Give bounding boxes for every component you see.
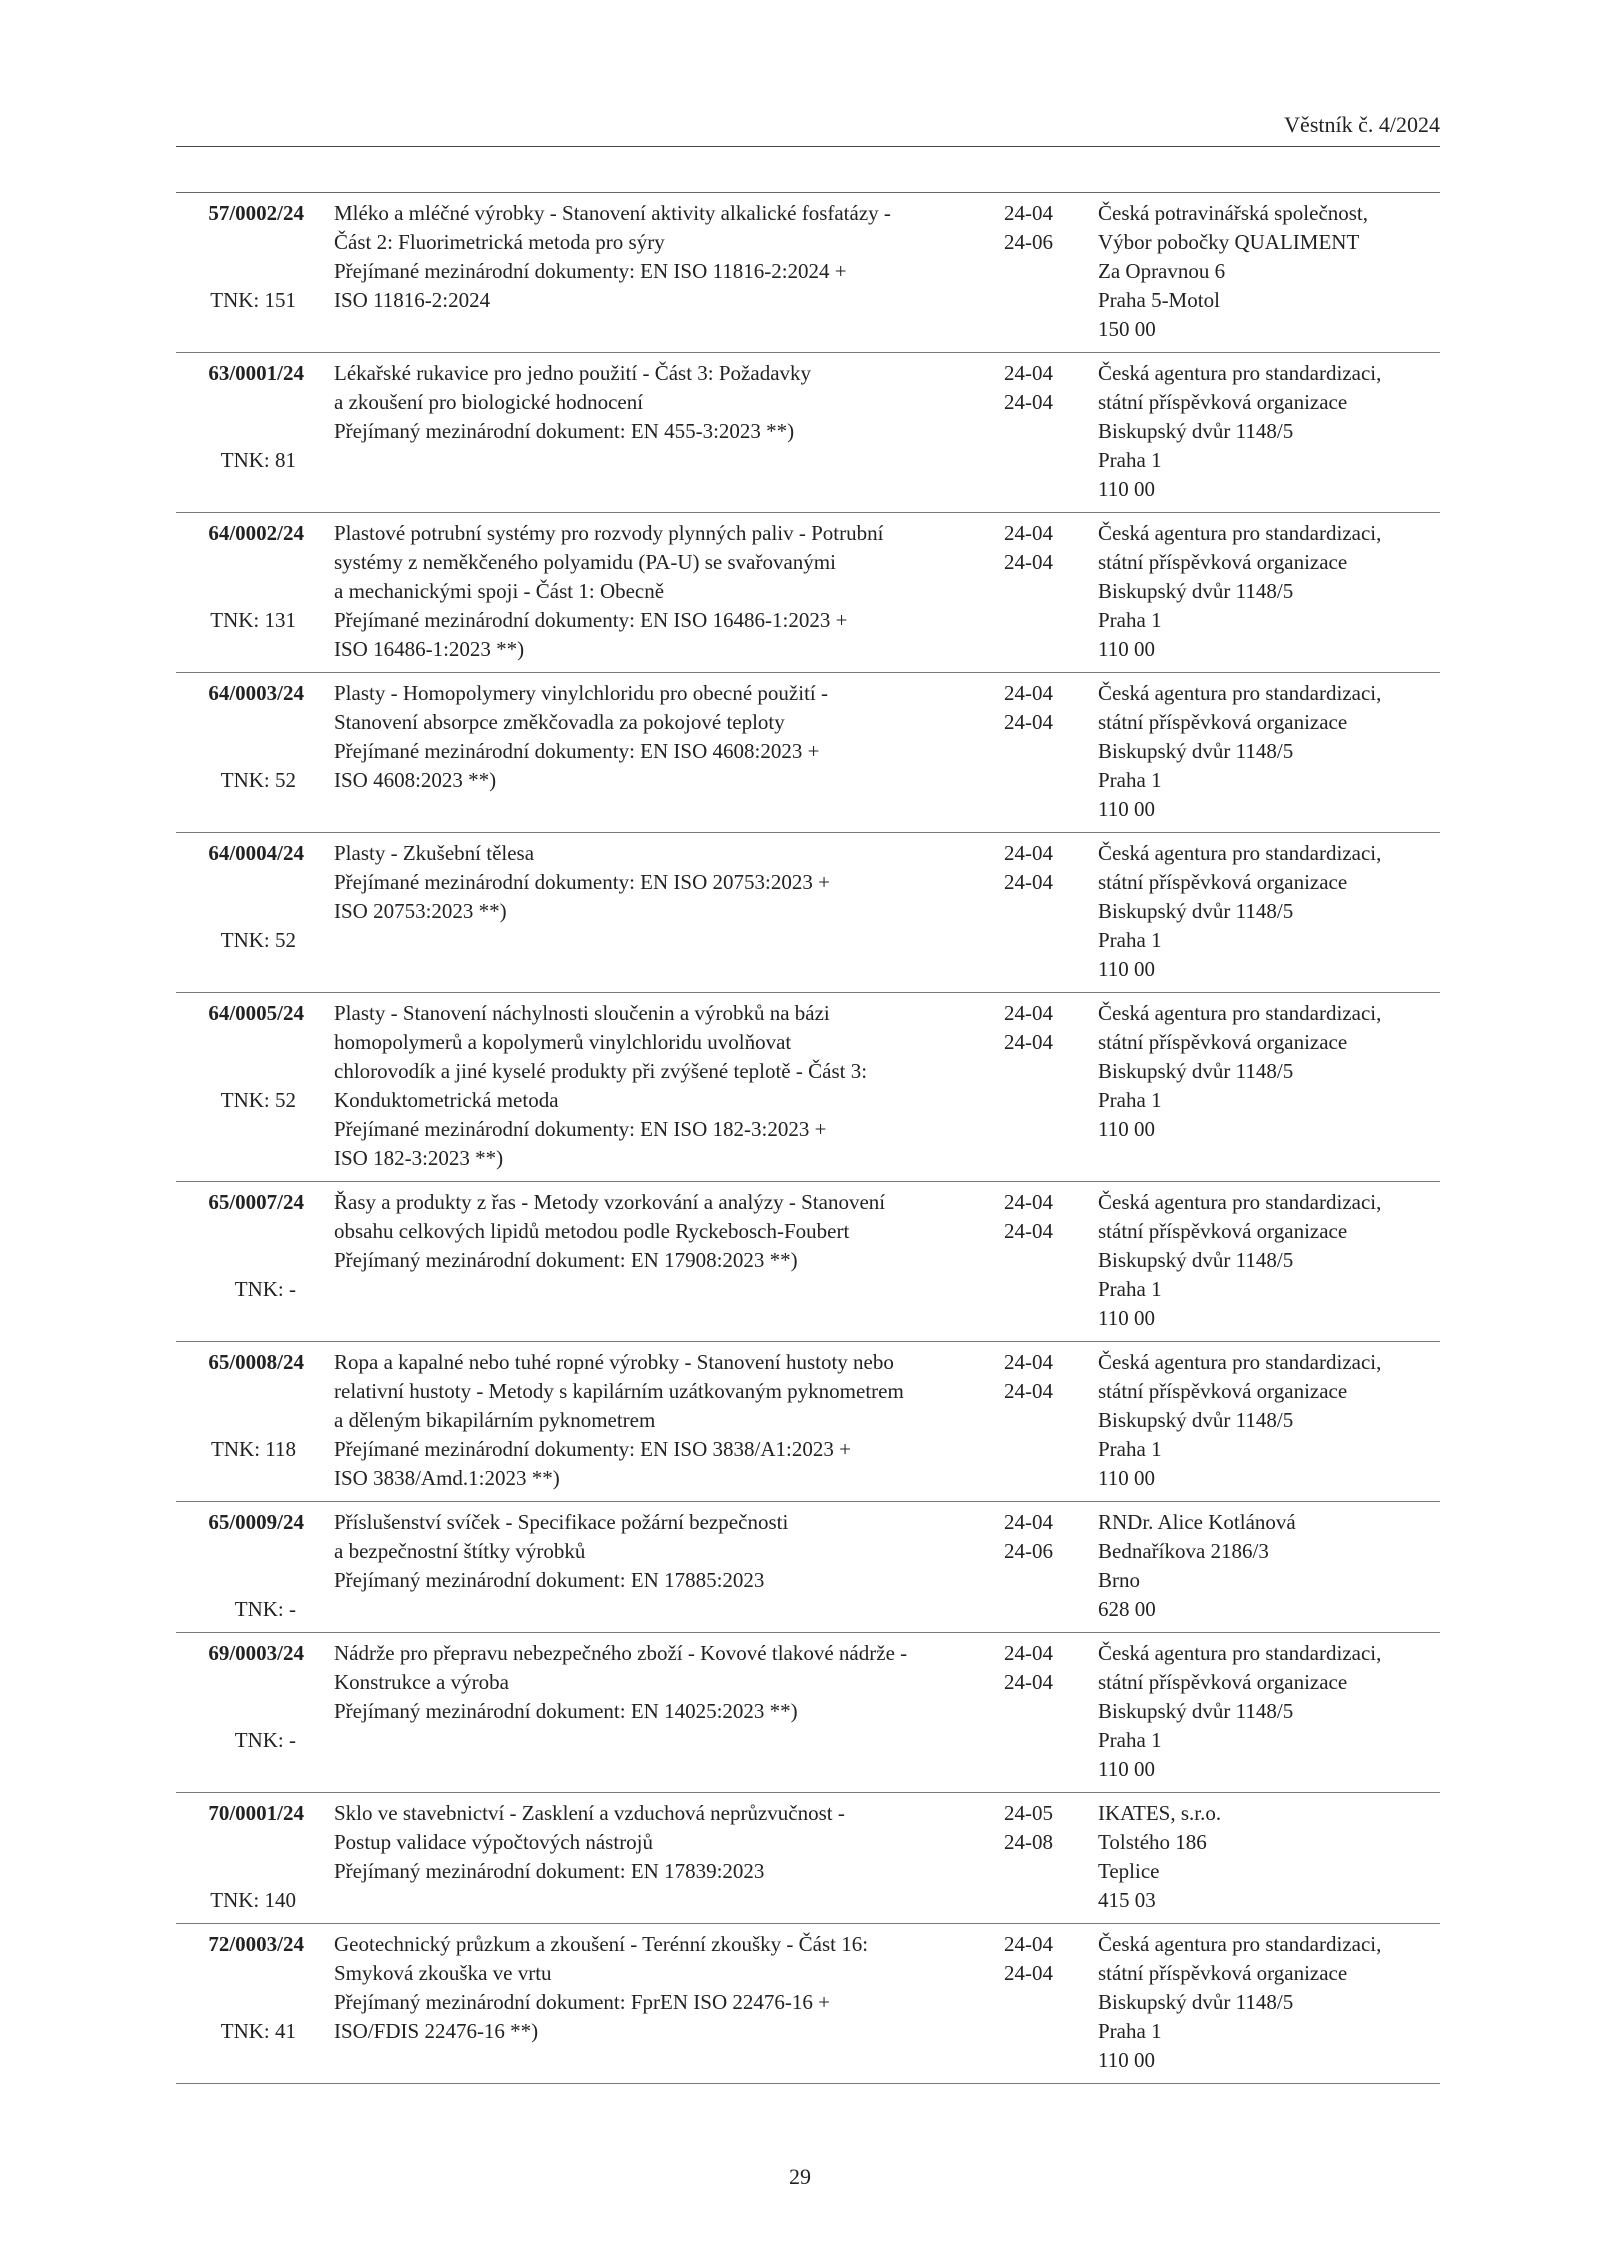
standard-dates-line: 24-04 — [1004, 1510, 1053, 1534]
standard-description-line: homopolymerů a kopolymerů vinylchloridu uvolňovat — [334, 1030, 792, 1054]
standard-description-line: Konstrukce a výroba — [334, 1670, 509, 1694]
standard-dates — [1004, 999, 1084, 1057]
standard-dates-line: 24-04 — [1004, 1001, 1053, 1025]
processing-organization-line: Česká agentura pro standardizaci, — [1098, 841, 1382, 865]
processing-organization-line: Česká agentura pro standardizaci, — [1098, 1641, 1382, 1665]
standard-description-line: systémy z neměkčeného polyamidu (PA-U) se svařovanými — [334, 550, 836, 574]
standard-number: 64/0003/24 — [208, 681, 304, 705]
processing-organization-line: 110 00 — [1098, 1306, 1155, 1330]
processing-organization-line: 110 00 — [1098, 957, 1155, 981]
table-row — [176, 1182, 1440, 1342]
processing-organization-line: Praha 1 — [1098, 2019, 1162, 2043]
table-row — [176, 513, 1440, 673]
processing-organization — [1098, 679, 1440, 824]
processing-organization-line: Praha 1 — [1098, 448, 1162, 472]
processing-organization-line: IKATES, s.r.o. — [1098, 1801, 1222, 1825]
standard-number: 57/0002/24 — [208, 201, 304, 225]
standard-description-line: Nádrže pro přepravu nebezpečného zboží - Kovové tlakové nádrže - — [334, 1641, 908, 1665]
tnk-number: TNK: 140 — [210, 1888, 296, 1912]
processing-organization-line: státní příspěvková organizace — [1098, 1219, 1348, 1243]
standard-number: 63/0001/24 — [208, 361, 304, 385]
standard-description-line: Plasty - Zkušební tělesa — [334, 841, 535, 865]
standard-dates-line: 24-04 — [1004, 870, 1053, 894]
standard-description-line: a mechanickými spoji - Část 1: Obecně — [334, 579, 665, 603]
standard-dates-line: 24-04 — [1004, 1961, 1053, 1985]
standard-dates-line: 24-04 — [1004, 1641, 1053, 1665]
standard-dates — [1004, 1348, 1084, 1406]
processing-organization-line: státní příspěvková organizace — [1098, 710, 1348, 734]
table-row — [176, 193, 1440, 353]
tnk-number: TNK: 151 — [210, 288, 296, 312]
processing-organization-line: 110 00 — [1098, 477, 1155, 501]
table-row — [176, 353, 1440, 513]
table-row — [176, 1342, 1440, 1502]
processing-organization-line: Praha 1 — [1098, 768, 1162, 792]
processing-organization-line: Česká potravinářská společnost, — [1098, 201, 1369, 225]
standard-dates — [1004, 1508, 1084, 1566]
processing-organization-line: Praha 1 — [1098, 1088, 1162, 1112]
standard-dates — [1004, 519, 1084, 577]
standard-dates-line: 24-04 — [1004, 1932, 1053, 1956]
standard-dates-line: 24-04 — [1004, 361, 1053, 385]
standard-dates-line: 24-04 — [1004, 1350, 1053, 1374]
standard-description-line: ISO 3838/Amd.1:2023 **) — [334, 1466, 560, 1490]
standard-dates-line: 24-08 — [1004, 1830, 1053, 1854]
standard-description-line: Přejímané mezinárodní dokumenty: EN ISO 20753:2023 + — [334, 870, 830, 894]
standard-dates — [1004, 359, 1084, 417]
standard-dates-line: 24-04 — [1004, 1190, 1053, 1214]
standard-description-line: chlorovodík a jiné kyselé produkty při zvýšené teplotě - Část 3: — [334, 1059, 868, 1083]
processing-organization-line: Praha 5-Motol — [1098, 288, 1220, 312]
processing-organization-line: 110 00 — [1098, 2048, 1155, 2072]
standard-description-line: Plasty - Homopolymery vinylchloridu pro obecné použití - — [334, 681, 828, 705]
processing-organization-line: Praha 1 — [1098, 1277, 1162, 1301]
processing-organization-line: státní příspěvková organizace — [1098, 390, 1348, 414]
standard-dates-line: 24-04 — [1004, 710, 1053, 734]
standard-description-line: Plasty - Stanovení náchylnosti sloučenin a výrobků na bázi — [334, 1001, 830, 1025]
processing-organization-line: státní příspěvková organizace — [1098, 1670, 1348, 1694]
table-row — [176, 673, 1440, 833]
processing-organization — [1098, 519, 1440, 664]
standard-dates-line: 24-06 — [1004, 230, 1053, 254]
processing-organization-line: Praha 1 — [1098, 928, 1162, 952]
standard-description-line: ISO 4608:2023 **) — [334, 768, 497, 792]
processing-organization-line: Výbor pobočky QUALIMENT — [1098, 230, 1360, 254]
standard-description — [334, 1188, 1004, 1275]
standard-dates-line: 24-06 — [1004, 1539, 1053, 1563]
standard-number: 70/0001/24 — [208, 1801, 304, 1825]
standard-description-line: Sklo ve stavebnictví - Zasklení a vzduchová neprůzvučnost - — [334, 1801, 845, 1825]
processing-organization-line: RNDr. Alice Kotlánová — [1098, 1510, 1296, 1534]
tnk-number: TNK: 131 — [210, 608, 296, 632]
processing-organization-line: Biskupský dvůr 1148/5 — [1098, 1990, 1294, 2014]
standard-description-line: Přejímané mezinárodní dokumenty: EN ISO 11816-2:2024 + — [334, 259, 847, 283]
processing-organization-line: Biskupský dvůr 1148/5 — [1098, 1408, 1294, 1432]
table-row — [176, 1633, 1440, 1793]
standard-description-line: Část 2: Fluorimetrická metoda pro sýry — [334, 230, 665, 254]
processing-organization-line: 415 03 — [1098, 1888, 1156, 1912]
standard-description — [334, 519, 1004, 664]
standard-number: 72/0003/24 — [208, 1932, 304, 1956]
processing-organization-line: Brno — [1098, 1568, 1140, 1592]
processing-organization-line: Za Opravnou 6 — [1098, 259, 1226, 283]
standard-number: 64/0002/24 — [208, 521, 304, 545]
page-number: 29 — [789, 2164, 811, 2189]
processing-organization-line: Biskupský dvůr 1148/5 — [1098, 1248, 1294, 1272]
processing-organization-line: 628 00 — [1098, 1597, 1156, 1621]
standard-description — [334, 839, 1004, 926]
processing-organization-line: státní příspěvková organizace — [1098, 1961, 1348, 1985]
processing-organization-line: státní příspěvková organizace — [1098, 870, 1348, 894]
standard-description-line: Přejímaný mezinárodní dokument: EN 14025:2023 **) — [334, 1699, 798, 1723]
processing-organization-line: Teplice — [1098, 1859, 1160, 1883]
processing-organization — [1098, 1508, 1440, 1624]
processing-organization — [1098, 1188, 1440, 1333]
table-row — [176, 1924, 1440, 2084]
tnk-number: TNK: 41 — [220, 2019, 296, 2043]
standard-dates-line: 24-04 — [1004, 390, 1053, 414]
standard-description-line: Ropa a kapalné nebo tuhé ropné výrobky - Stanovení hustoty nebo — [334, 1350, 894, 1374]
processing-organization-line: Bednaříkova 2186/3 — [1098, 1539, 1269, 1563]
standard-description-line: Přejímané mezinárodní dokumenty: EN ISO 4608:2023 + — [334, 739, 820, 763]
standard-description-line: Přejímané mezinárodní dokumenty: EN ISO 16486-1:2023 + — [334, 608, 848, 632]
table-row — [176, 1502, 1440, 1633]
standard-description-line: Geotechnický průzkum a zkoušení - Terénní zkoušky - Část 16: — [334, 1932, 869, 1956]
standard-description-line: Lékařské rukavice pro jedno použití - Část 3: Požadavky — [334, 361, 812, 385]
standard-number: 65/0007/24 — [208, 1190, 304, 1214]
standard-description — [334, 1639, 1004, 1726]
processing-organization-line: Praha 1 — [1098, 608, 1162, 632]
standard-description-line: ISO 16486-1:2023 **) — [334, 637, 525, 661]
standard-description-line: ISO 20753:2023 **) — [334, 899, 507, 923]
processing-organization-line: Biskupský dvůr 1148/5 — [1098, 579, 1294, 603]
standard-description-line: Smyková zkouška ve vrtu — [334, 1961, 552, 1985]
processing-organization-line: státní příspěvková organizace — [1098, 1030, 1348, 1054]
tnk-number: TNK: 52 — [220, 1088, 296, 1112]
tnk-number: TNK: 118 — [211, 1437, 296, 1461]
processing-organization — [1098, 999, 1440, 1144]
processing-organization-line: 150 00 — [1098, 317, 1156, 341]
standard-description-line: Přejímaný mezinárodní dokument: EN 17908:2023 **) — [334, 1248, 798, 1272]
table-row — [176, 1793, 1440, 1924]
tnk-number: TNK: 52 — [220, 928, 296, 952]
standard-description-line: Přejímaný mezinárodní dokument: EN 17885:2023 — [334, 1568, 765, 1592]
processing-organization — [1098, 359, 1440, 504]
tnk-number: TNK: 52 — [220, 768, 296, 792]
processing-organization-line: Česká agentura pro standardizaci, — [1098, 1190, 1382, 1214]
standard-number: 65/0008/24 — [208, 1350, 304, 1374]
table-row — [176, 993, 1440, 1182]
standard-dates — [1004, 199, 1084, 257]
standard-number: 65/0009/24 — [208, 1510, 304, 1534]
processing-organization-line: Biskupský dvůr 1148/5 — [1098, 739, 1294, 763]
tnk-number: TNK: - — [234, 1277, 296, 1301]
standard-dates — [1004, 1639, 1084, 1697]
standard-description-line: Konduktometrická metoda — [334, 1088, 559, 1112]
standard-dates-line: 24-04 — [1004, 521, 1053, 545]
processing-organization — [1098, 839, 1440, 984]
processing-organization-line: 110 00 — [1098, 1757, 1155, 1781]
processing-organization — [1098, 1930, 1440, 2075]
standard-description-line: Přejímaný mezinárodní dokument: FprEN ISO 22476-16 + — [334, 1990, 830, 2014]
standard-description — [334, 1508, 1004, 1595]
processing-organization-line: státní příspěvková organizace — [1098, 1379, 1348, 1403]
processing-organization-line: Biskupský dvůr 1148/5 — [1098, 899, 1294, 923]
processing-organization — [1098, 1799, 1440, 1915]
tnk-number: TNK: 81 — [220, 448, 296, 472]
standard-dates-line: 24-04 — [1004, 550, 1053, 574]
processing-organization-line: Česká agentura pro standardizaci, — [1098, 361, 1382, 385]
standard-description-line: Řasy a produkty z řas - Metody vzorkování a analýzy - Stanovení — [334, 1190, 886, 1214]
standard-description — [334, 679, 1004, 795]
standard-description-line: Přejímané mezinárodní dokumenty: EN ISO 3838/A1:2023 + — [334, 1437, 851, 1461]
standard-description-line: obsahu celkových lipidů metodou podle Ryckebosch-Foubert — [334, 1219, 850, 1243]
standard-description-line: ISO 182-3:2023 **) — [334, 1146, 504, 1170]
standard-number: 64/0005/24 — [208, 1001, 304, 1025]
standard-description — [334, 1930, 1004, 2046]
standard-description — [334, 199, 1004, 315]
standard-description-line: relativní hustoty - Metody s kapilárním uzátkovaným pyknometrem — [334, 1379, 904, 1403]
standard-description-line: Mléko a mléčné výrobky - Stanovení aktivity alkalické fosfatázy - — [334, 201, 891, 225]
processing-organization-line: Česká agentura pro standardizaci, — [1098, 1350, 1382, 1374]
processing-organization-line: státní příspěvková organizace — [1098, 550, 1348, 574]
processing-organization-line: Biskupský dvůr 1148/5 — [1098, 1059, 1294, 1083]
processing-organization-line: Biskupský dvůr 1148/5 — [1098, 419, 1294, 443]
tnk-number: TNK: - — [234, 1728, 296, 1752]
processing-organization-line: Biskupský dvůr 1148/5 — [1098, 1699, 1294, 1723]
standard-description — [334, 1348, 1004, 1493]
standard-dates-line: 24-04 — [1004, 681, 1053, 705]
processing-organization — [1098, 1348, 1440, 1493]
standard-description-line: Plastové potrubní systémy pro rozvody plynných paliv - Potrubní — [334, 521, 884, 545]
standard-description — [334, 359, 1004, 446]
standards-table — [176, 192, 1440, 2084]
processing-organization-line: Česká agentura pro standardizaci, — [1098, 681, 1382, 705]
standard-dates — [1004, 679, 1084, 737]
standard-number: 69/0003/24 — [208, 1641, 304, 1665]
processing-organization-line: 110 00 — [1098, 637, 1155, 661]
standard-description-line: ISO 11816-2:2024 — [334, 288, 491, 312]
processing-organization-line: Česká agentura pro standardizaci, — [1098, 521, 1382, 545]
page-header: Věstník č. 4/2024 — [176, 112, 1440, 147]
processing-organization — [1098, 199, 1440, 344]
standard-dates — [1004, 1930, 1084, 1988]
standard-description-line: a děleným bikapilárním pyknometrem — [334, 1408, 656, 1432]
table-row — [176, 833, 1440, 993]
standard-number: 64/0004/24 — [208, 841, 304, 865]
processing-organization — [1098, 1639, 1440, 1784]
tnk-number: TNK: - — [234, 1597, 296, 1621]
processing-organization-line: Česká agentura pro standardizaci, — [1098, 1001, 1382, 1025]
standard-description-line: Přejímaný mezinárodní dokument: EN 455-3:2023 **) — [334, 419, 795, 443]
standard-dates-line: 24-04 — [1004, 1219, 1053, 1243]
standard-dates-line: 24-04 — [1004, 1030, 1053, 1054]
processing-organization-line: 110 00 — [1098, 797, 1155, 821]
standard-dates-line: 24-05 — [1004, 1801, 1053, 1825]
standard-dates — [1004, 839, 1084, 897]
processing-organization-line: Praha 1 — [1098, 1437, 1162, 1461]
standard-description-line: a zkoušení pro biologické hodnocení — [334, 390, 644, 414]
standard-description-line: a bezpečnostní štítky výrobků — [334, 1539, 586, 1563]
standard-dates — [1004, 1799, 1084, 1857]
standard-description-line: Přejímaný mezinárodní dokument: EN 17839:2023 — [334, 1859, 765, 1883]
standard-description-line: Stanovení absorpce změkčovadla za pokojové teploty — [334, 710, 785, 734]
standard-description — [334, 1799, 1004, 1886]
standard-description — [334, 999, 1004, 1173]
standard-description-line: ISO/FDIS 22476-16 **) — [334, 2019, 539, 2043]
standard-dates-line: 24-04 — [1004, 201, 1053, 225]
standard-dates-line: 24-04 — [1004, 1379, 1053, 1403]
processing-organization-line: Česká agentura pro standardizaci, — [1098, 1932, 1382, 1956]
standard-description-line: Příslušenství svíček - Specifikace požární bezpečnosti — [334, 1510, 789, 1534]
standard-description-line: Postup validace výpočtových nástrojů — [334, 1830, 654, 1854]
standard-dates-line: 24-04 — [1004, 1670, 1053, 1694]
processing-organization-line: Tolstého 186 — [1098, 1830, 1207, 1854]
standard-dates-line: 24-04 — [1004, 841, 1053, 865]
processing-organization-line: 110 00 — [1098, 1466, 1155, 1490]
standard-description-line: Přejímané mezinárodní dokumenty: EN ISO 182-3:2023 + — [334, 1117, 827, 1141]
processing-organization-line: Praha 1 — [1098, 1728, 1162, 1752]
processing-organization-line: 110 00 — [1098, 1117, 1155, 1141]
standard-dates — [1004, 1188, 1084, 1246]
